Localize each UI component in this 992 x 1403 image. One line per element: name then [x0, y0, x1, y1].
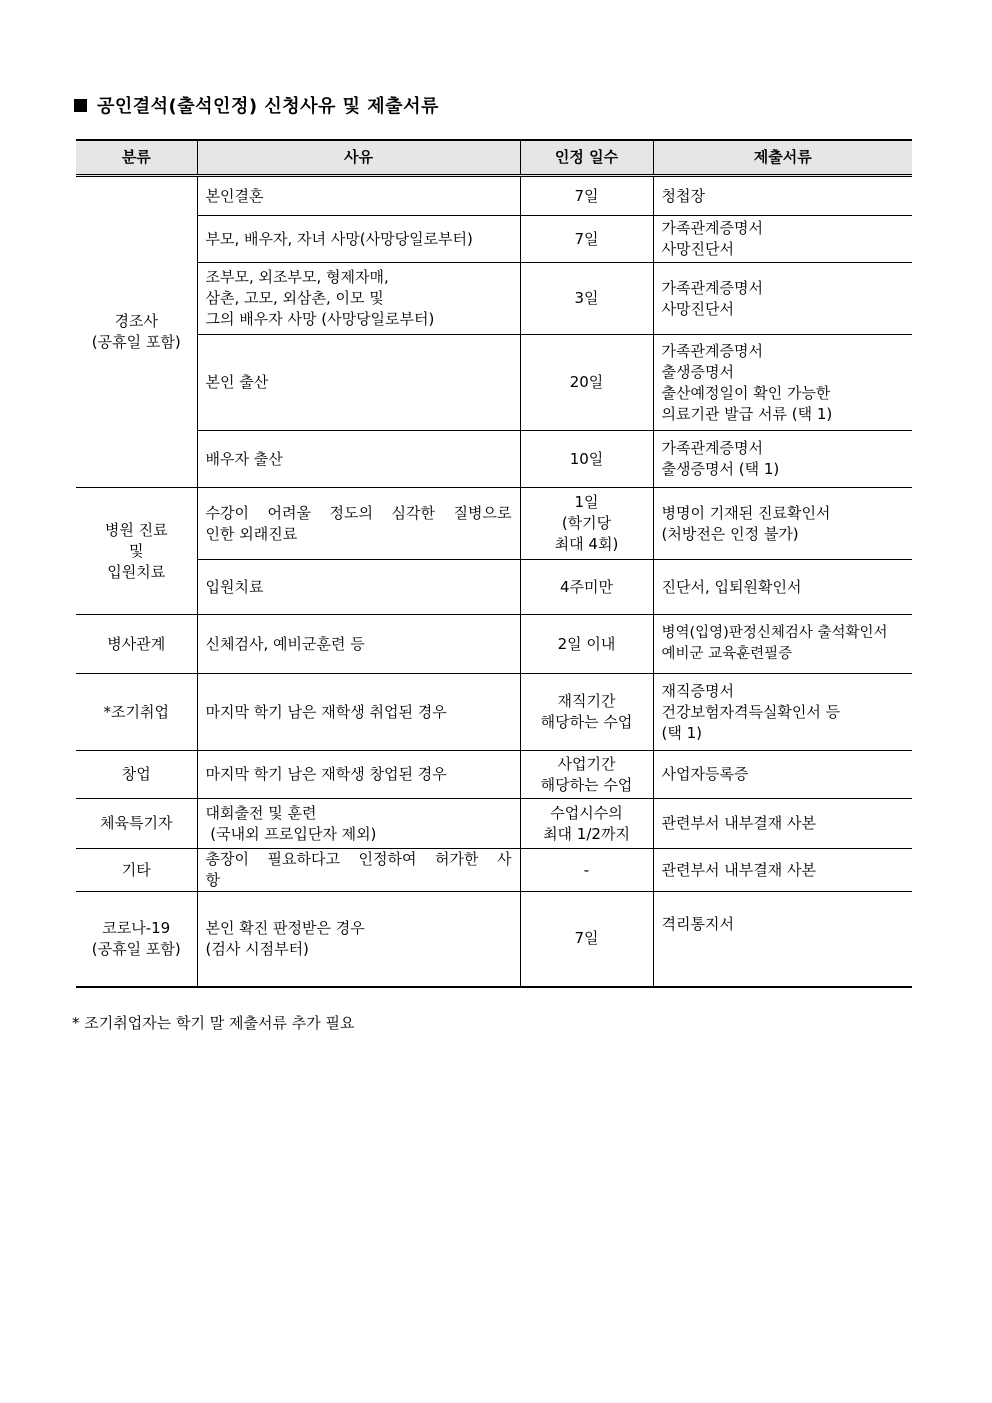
- cell-text-line: 마지막 학기 남은 재학생 취업된 경우: [205, 702, 447, 721]
- reason-cell: [197, 216, 520, 263]
- table-row: [76, 216, 912, 263]
- documents-cell: [653, 849, 912, 892]
- cell-text-line: (공휴일 포함): [91, 333, 181, 351]
- table-row: [76, 335, 912, 431]
- cell-text-line: 대회출전 및 훈련: [205, 803, 317, 822]
- reason-cell: [197, 431, 520, 488]
- cell-text-line: 코로나-19: [102, 918, 171, 937]
- cell-text-line: 및: [129, 541, 144, 560]
- cell-text-line: 입원치료: [205, 577, 264, 596]
- reason-cell: [197, 488, 520, 560]
- reason-cell: [197, 335, 520, 431]
- cell-text-line: 7일: [574, 229, 599, 248]
- cell-text-line: 청첩장: [661, 186, 705, 205]
- cell-text-line: 본인결혼: [205, 186, 264, 205]
- cell-text-line: 7일: [574, 929, 599, 948]
- documents-cell: [653, 615, 912, 674]
- cell-text-line: (검사 시점부터): [205, 939, 309, 958]
- header-reason: 사유: [197, 140, 520, 176]
- cell-text-line: 마지막 학기 남은 재학생 창업된 경우: [205, 765, 447, 783]
- page-title: [74, 92, 439, 118]
- table-row: [76, 488, 912, 560]
- page-title-text: 공인결석(출석인정) 신청사유 및 제출서류: [97, 96, 439, 117]
- table-row: [76, 560, 912, 615]
- cell-text-line: 가족관계증명서: [661, 219, 763, 237]
- cell-text-line: 격리통지서: [661, 915, 734, 933]
- cell-text-line: 사업자등록증: [661, 765, 749, 783]
- category-cell: [76, 488, 197, 615]
- cell-text-line: 조부모, 외조부모, 형제자매,: [205, 268, 389, 286]
- category-cell: [76, 799, 197, 849]
- table-row: [76, 892, 912, 987]
- cell-text-line: 출산예정일이 확인 가능한: [661, 383, 831, 402]
- cell-text-line: (택 1): [661, 723, 703, 742]
- reason-cell: [197, 176, 520, 216]
- documents-cell: [653, 176, 912, 216]
- cell-text-line: 사망진단서: [661, 299, 734, 318]
- cell-text-line: 최대 1/2까지: [543, 824, 630, 843]
- table-row: [76, 674, 912, 751]
- reason-cell: [197, 892, 520, 987]
- cell-text-line: (학기당: [561, 514, 612, 532]
- cell-text-line: 입원치료: [107, 562, 166, 581]
- table-row: [76, 176, 912, 216]
- cell-text-line: 부모, 배우자, 자녀 사망(사망당일로부터): [205, 229, 473, 248]
- cell-text-line: 체육특기자: [100, 814, 173, 832]
- cell-text-line: 해당하는 수업: [540, 775, 633, 794]
- days-cell: [520, 751, 653, 799]
- documents-cell: [653, 431, 912, 488]
- cell-text-line: 1일: [574, 493, 599, 511]
- documents-cell: [653, 216, 912, 263]
- cell-text-line: 가족관계증명서: [661, 439, 763, 457]
- days-cell: [520, 674, 653, 751]
- cell-text-line: 사업기간: [557, 754, 616, 773]
- days-cell: [520, 560, 653, 615]
- reason-cell: [197, 799, 520, 849]
- cell-text-line: 최대 4회): [554, 535, 619, 553]
- table-row: [76, 263, 912, 335]
- days-cell: [520, 799, 653, 849]
- cell-text-line: 가족관계증명서: [661, 278, 763, 297]
- category-cell: [76, 674, 197, 751]
- cell-text-line: 10일: [569, 449, 604, 468]
- documents-cell: [653, 488, 912, 560]
- attendance-table: [76, 139, 912, 988]
- documents-cell: [653, 799, 912, 849]
- reason-cell: [197, 674, 520, 751]
- documents-cell: [653, 335, 912, 431]
- table-row: [76, 615, 912, 674]
- reason-cell: [197, 560, 520, 615]
- table-row: [76, 799, 912, 849]
- cell-text-line: 진단서, 입퇴원확인서: [661, 577, 802, 596]
- cell-text-line: 2일 이내: [557, 634, 616, 653]
- cell-text-line: 병명이 기재된 진료확인서: [661, 503, 831, 522]
- cell-text-line: 수업시수의: [550, 803, 623, 822]
- cell-text-line: 본인 확진 판정받은 경우: [205, 918, 365, 937]
- cell-text-line: 그의 배우자 사망 (사망당일로부터): [205, 310, 435, 328]
- days-cell: [520, 335, 653, 431]
- cell-text-line: 항: [205, 871, 220, 889]
- table-header-row: [76, 140, 912, 176]
- cell-text-line: 3일: [574, 289, 599, 307]
- cell-text-line: 출생증명서: [661, 362, 734, 381]
- cell-text-line: 관련부서 내부결재 사본: [661, 860, 816, 879]
- category-cell: [76, 751, 197, 799]
- documents-cell: [653, 751, 912, 799]
- cell-text-line: 신체검사, 예비군훈련 등: [205, 634, 365, 653]
- reason-cell: [197, 615, 520, 674]
- cell-text-line: 예비군 교육훈련필증: [661, 646, 793, 662]
- cell-text-line: 20일: [569, 373, 604, 391]
- table-row: [76, 849, 912, 892]
- cell-text-line: 본인 출산: [205, 373, 269, 391]
- cell-text-line: 기타: [121, 860, 151, 879]
- days-cell: [520, 431, 653, 488]
- cell-text-line: 재직증명서: [661, 681, 734, 700]
- days-cell: [520, 615, 653, 674]
- days-cell: [520, 488, 653, 560]
- documents-cell: [653, 892, 912, 987]
- cell-text-line: 건강보험자격득실확인서 등: [661, 702, 841, 721]
- reason-cell: [197, 751, 520, 799]
- cell-text-line: 삼촌, 고모, 외삼촌, 이모 및: [205, 289, 384, 307]
- cell-text-line: 병역(입영)판정신체검사 출석확인서: [661, 625, 888, 641]
- days-cell: [520, 892, 653, 987]
- cell-text-line: 가족관계증명서: [661, 341, 763, 360]
- documents-cell: [653, 560, 912, 615]
- cell-text-line: -: [583, 860, 590, 879]
- footnote: * 조기취업자는 학기 말 제출서류 추가 필요: [72, 1014, 355, 1032]
- category-cell: [76, 849, 197, 892]
- table-row: [76, 751, 912, 799]
- reason-cell: [197, 263, 520, 335]
- days-cell: [520, 176, 653, 216]
- cell-text-line: 해당하는 수업: [540, 713, 633, 731]
- cell-text-line: 의료기관 발급 서류 (택 1): [661, 404, 833, 423]
- documents-cell: [653, 674, 912, 751]
- black-square-icon: [74, 99, 87, 112]
- cell-text-line: 4주미만: [559, 577, 613, 596]
- cell-text-line: 병사관계: [107, 634, 166, 653]
- table-row: [76, 431, 912, 488]
- days-cell: [520, 849, 653, 892]
- header-category: 분류: [76, 140, 197, 176]
- cell-text-line: 7일: [574, 186, 599, 205]
- cell-text-line: *조기취업: [103, 702, 169, 721]
- cell-text-line: 관련부서 내부결재 사본: [661, 814, 816, 832]
- reason-cell: [197, 849, 520, 892]
- cell-text-line: 경조사: [114, 312, 158, 330]
- documents-cell: [653, 263, 912, 335]
- cell-text-line: 인한 외래진료: [205, 524, 298, 543]
- cell-text-line: 출생증명서 (택 1): [661, 460, 780, 478]
- category-cell: [76, 176, 197, 488]
- days-cell: [520, 263, 653, 335]
- cell-text-line: 병원 진료: [104, 520, 168, 539]
- cell-text-line: 사망진단서: [661, 240, 734, 258]
- header-days: 인정 일수: [520, 140, 653, 176]
- cell-text-line: 배우자 출산: [205, 449, 283, 468]
- cell-text-line: (공휴일 포함): [91, 939, 181, 958]
- category-cell: [76, 615, 197, 674]
- header-documents: 제출서류: [653, 140, 912, 176]
- cell-text-line: 수강이 어려울 정도의 심각한 질병으로: [205, 503, 512, 522]
- cell-text-line: (국내외 프로입단자 제외): [205, 824, 377, 843]
- cell-text-line: 창업: [121, 765, 151, 783]
- days-cell: [520, 216, 653, 263]
- cell-text-line: 재직기간: [557, 692, 616, 710]
- category-cell: [76, 892, 197, 987]
- cell-text-line: 총장이 필요하다고 인정하여 허가한 사: [205, 850, 512, 868]
- cell-text-line: (처방전은 인정 불가): [661, 524, 799, 543]
